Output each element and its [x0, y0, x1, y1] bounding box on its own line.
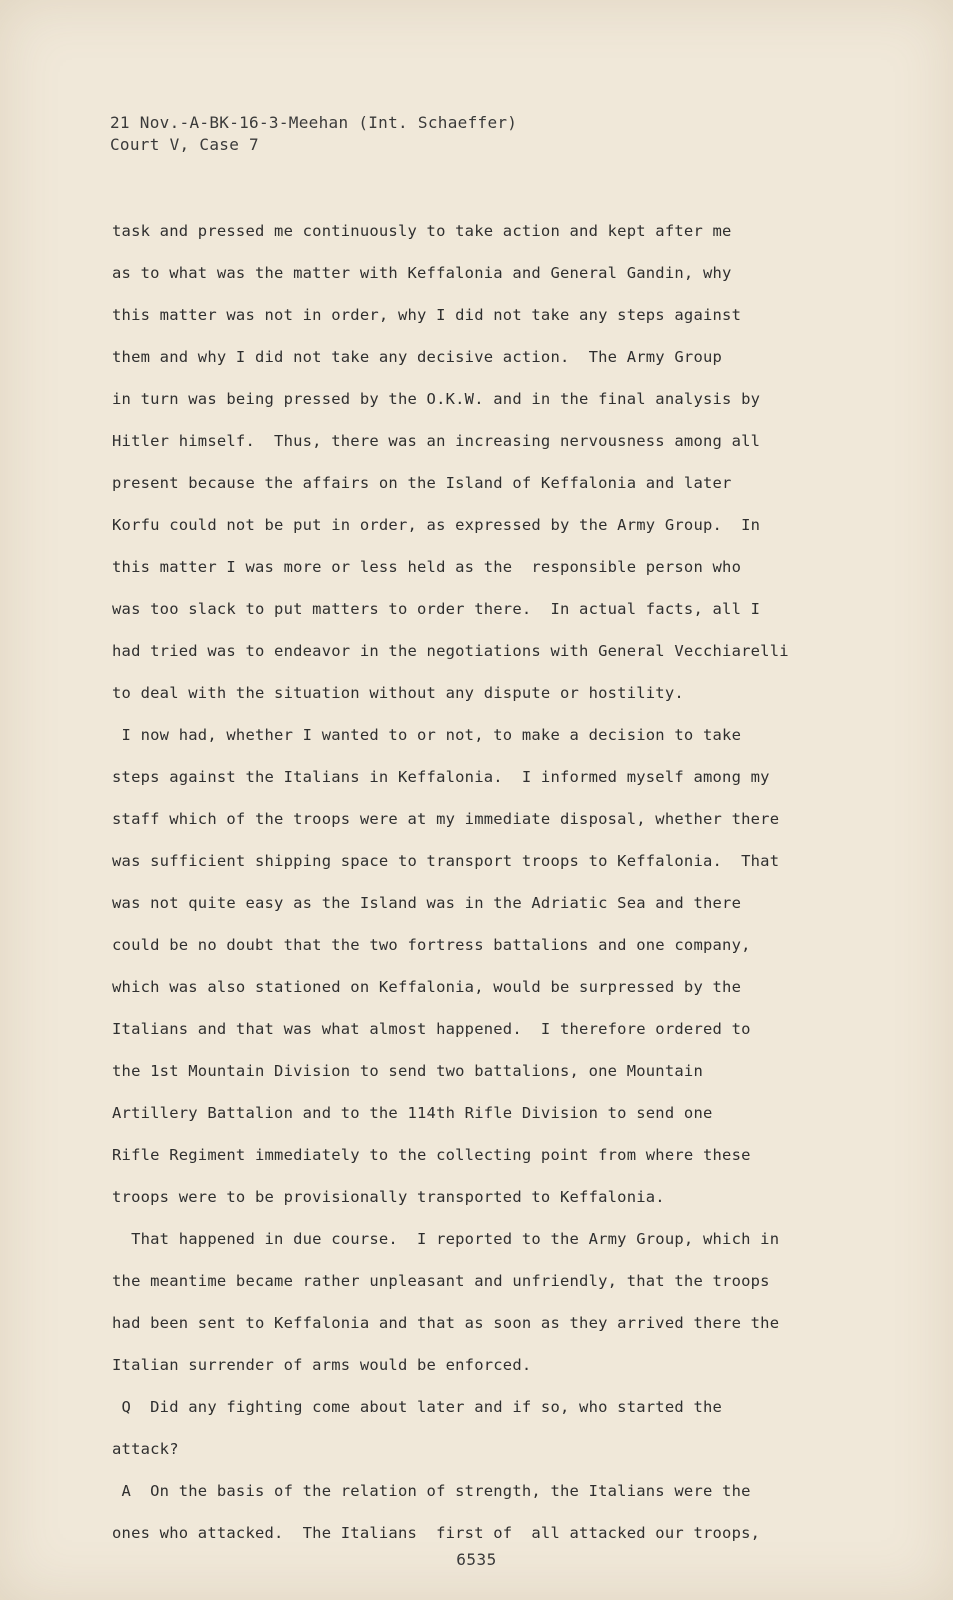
text-line: this matter was not in order, why I did not take any steps against	[112, 306, 742, 324]
text-line: Artillery Battalion and to the 114th Rifle Division to send one	[112, 1104, 713, 1122]
text-line: was too slack to put matters to order there. In actual facts, all I	[112, 600, 761, 618]
text-line: That happened in due course. I reported to the Army Group, which in	[112, 1230, 780, 1248]
text-line: the 1st Mountain Division to send two battalions, one Mountain	[112, 1062, 703, 1080]
header-line-1: 21 Nov.-A-BK-16-3-Meehan (Int. Schaeffer)	[110, 113, 518, 132]
text-line: task and pressed me continuously to take action and kept after me	[112, 222, 732, 240]
text-line: ones who attacked. The Italians first of all attacked our troops,	[112, 1524, 761, 1542]
text-line: in turn was being pressed by the O.K.W. and in the final analysis by	[112, 390, 761, 408]
page-number: 6535	[456, 1550, 497, 1569]
text-line: them and why I did not take any decisive action. The Army Group	[112, 348, 723, 366]
text-line: to deal with the situation without any dispute or hostility.	[112, 684, 684, 702]
text-line: Hitler himself. Thus, there was an increasing nervousness among all	[112, 432, 761, 450]
text-line: had tried was to endeavor in the negotiations with General Vecchiarelli	[112, 642, 789, 660]
text-line: troops were to be provisionally transported to Keffalonia.	[112, 1188, 665, 1206]
text-line: the meantime became rather unpleasant and unfriendly, that the troops	[112, 1272, 770, 1290]
text-line: A On the basis of the relation of strength, the Italians were the	[112, 1482, 751, 1500]
page-header	[110, 112, 517, 156]
text-line: Q Did any fighting come about later and if so, who started the	[112, 1398, 723, 1416]
text-line: this matter I was more or less held as the responsible person who	[112, 558, 742, 576]
text-line: Korfu could not be put in order, as expressed by the Army Group. In	[112, 516, 761, 534]
text-line: steps against the Italians in Keffalonia. I informed myself among my	[112, 768, 770, 786]
text-line: Italians and that was what almost happened. I therefore ordered to	[112, 1020, 751, 1038]
text-line: Italian surrender of arms would be enforced.	[112, 1356, 532, 1374]
header-line-2: Court V, Case 7	[110, 135, 259, 154]
text-line: Rifle Regiment immediately to the collecting point from where these	[112, 1146, 751, 1164]
text-line: present because the affairs on the Island of Keffalonia and later	[112, 474, 732, 492]
text-line: was sufficient shipping space to transport troops to Keffalonia. That	[112, 852, 780, 870]
text-line: attack?	[112, 1440, 179, 1458]
text-line: staff which of the troops were at my immediate disposal, whether there	[112, 810, 780, 828]
text-line: was not quite easy as the Island was in the Adriatic Sea and there	[112, 894, 742, 912]
text-line: could be no doubt that the two fortress battalions and one company,	[112, 936, 751, 954]
text-line: as to what was the matter with Keffalonia and General Gandin, why	[112, 264, 732, 282]
text-line: had been sent to Keffalonia and that as soon as they arrived there the	[112, 1314, 780, 1332]
body-text	[112, 210, 857, 1554]
text-line: I now had, whether I wanted to or not, to make a decision to take	[112, 726, 742, 744]
text-line: which was also stationed on Keffalonia, would be surpressed by the	[112, 978, 742, 996]
